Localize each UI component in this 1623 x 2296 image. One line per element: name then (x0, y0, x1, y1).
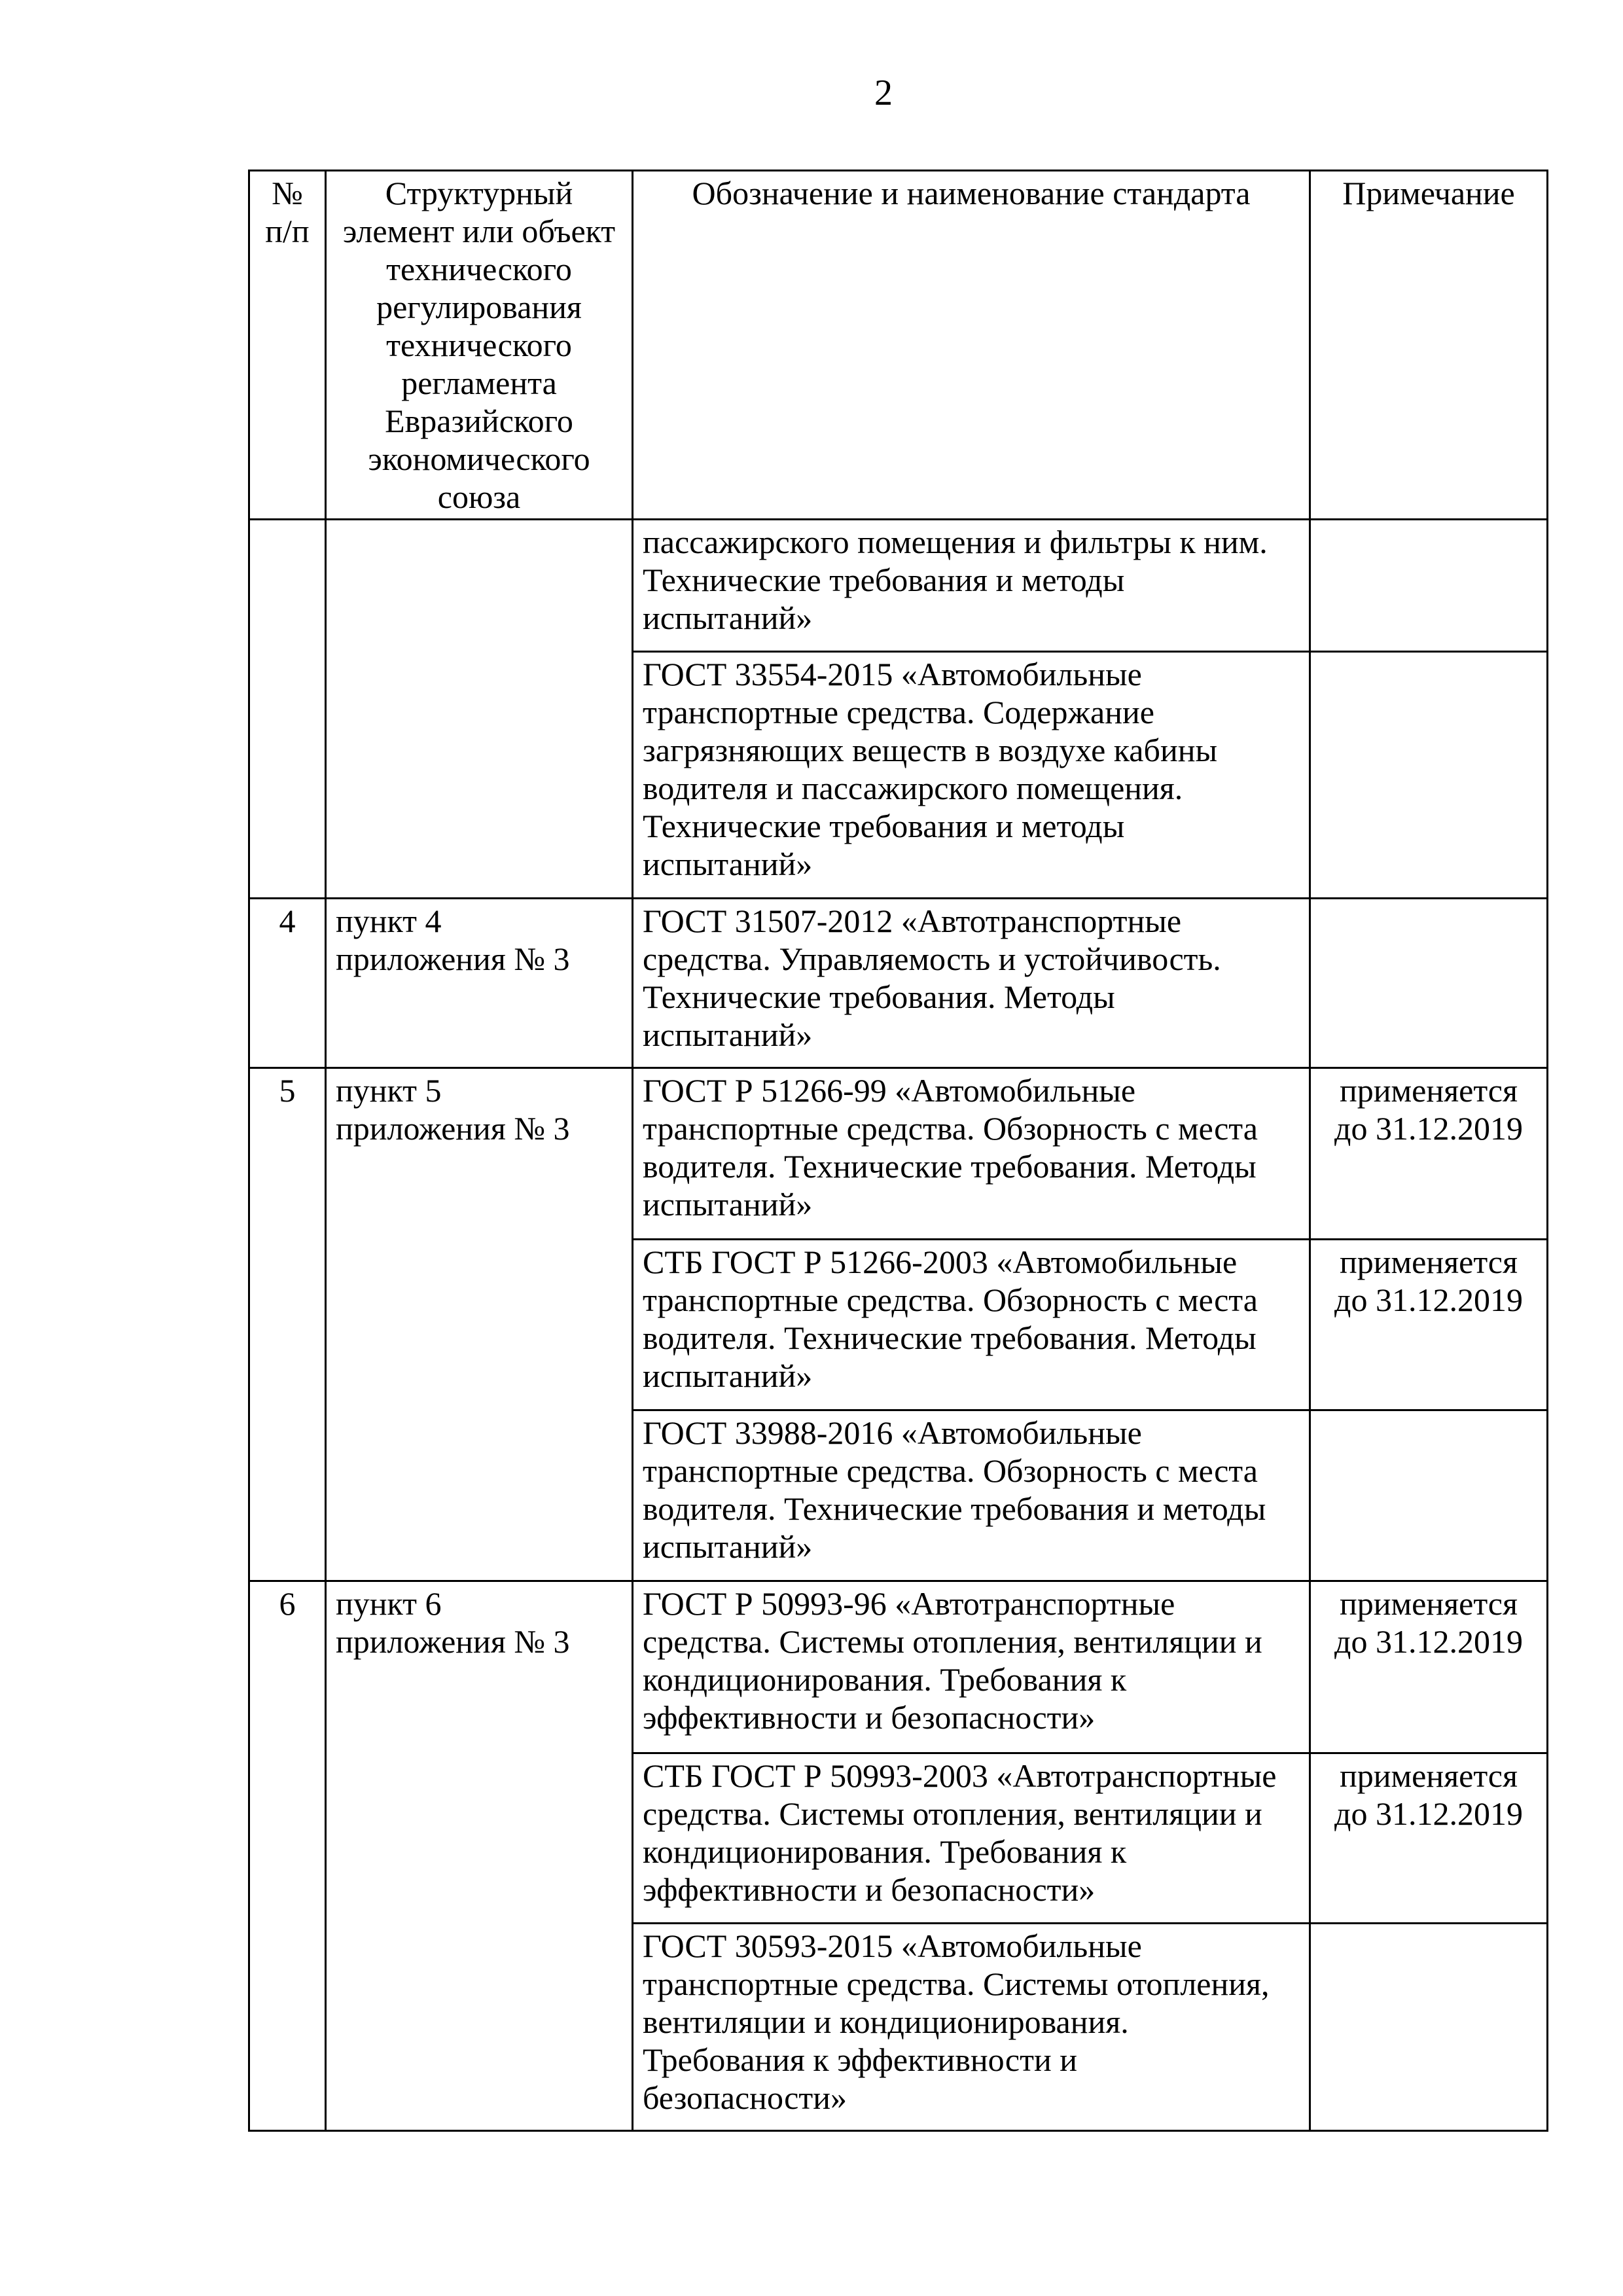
standard-designation: ГОСТ 30593-2015 «Автомобильные транспортные средства. Системы отопления, вентиляции и кондиционирования. Требования к эффективности и безопасности» (633, 1924, 1310, 2131)
note (1310, 520, 1548, 652)
table-row (249, 899, 1548, 1068)
header-standard: Обозначение и наименование стандарта (633, 171, 1310, 520)
row-number (249, 520, 326, 899)
header-element: Структурный элемент или объект технического регулирования технического регламента Евразийского экономического союза (326, 171, 633, 520)
table-row (249, 1068, 1548, 1240)
structural-element: пункт 4 приложения № 3 (326, 899, 633, 1068)
standard-designation: ГОСТ 33554-2015 «Автомобильные транспортные средства. Содержание загрязняющих веществ в воздухе кабины водителя и пассажирского помещения. Технические требования и методы испытаний» (633, 652, 1310, 899)
structural-element: пункт 6 приложения № 3 (326, 1581, 633, 2131)
row-number: 5 (249, 1068, 326, 1581)
note (1310, 652, 1548, 899)
note: применяется до 31.12.2019 (1310, 1068, 1548, 1240)
standard-designation: ГОСТ Р 50993-96 «Автотранспортные средства. Системы отопления, вентиляции и кондиционирования. Требования к эффективности и безопасности» (633, 1581, 1310, 1753)
standard-designation: ГОСТ 31507-2012 «Автотранспортные средства. Управляемость и устойчивость. Технические требования. Методы испытаний» (633, 899, 1310, 1068)
note: применяется до 31.12.2019 (1310, 1240, 1548, 1410)
structural-element: пункт 5 приложения № 3 (326, 1068, 633, 1581)
note (1310, 1924, 1548, 2131)
standard-designation: СТБ ГОСТ Р 51266-2003 «Автомобильные транспортные средства. Обзорность с места водителя. Технические требования. Методы испытаний» (633, 1240, 1310, 1410)
note: применяется до 31.12.2019 (1310, 1581, 1548, 1753)
standard-designation: ГОСТ Р 51266-99 «Автомобильные транспортные средства. Обзорность с места водителя. Технические требования. Методы испытаний» (633, 1068, 1310, 1240)
note (1310, 899, 1548, 1068)
table-header-row (249, 171, 1548, 520)
table-row (249, 1581, 1548, 1753)
standard-designation: пассажирского помещения и фильтры к ним. Технические требования и методы испытаний» (633, 520, 1310, 652)
page-number: 2 (874, 73, 893, 113)
standards-table (248, 170, 1548, 2132)
structural-element (326, 520, 633, 899)
standard-designation: СТБ ГОСТ Р 50993-2003 «Автотранспортные средства. Системы отопления, вентиляции и кондиционирования. Требования к эффективности и безопасности» (633, 1753, 1310, 1924)
row-number: 6 (249, 1581, 326, 2131)
standard-designation: ГОСТ 33988-2016 «Автомобильные транспортные средства. Обзорность с места водителя. Технические требования и методы испытаний» (633, 1410, 1310, 1581)
header-note: Примечание (1310, 171, 1548, 520)
note: применяется до 31.12.2019 (1310, 1753, 1548, 1924)
table-row (249, 520, 1548, 652)
note (1310, 1410, 1548, 1581)
header-num: № п/п (249, 171, 326, 520)
row-number: 4 (249, 899, 326, 1068)
